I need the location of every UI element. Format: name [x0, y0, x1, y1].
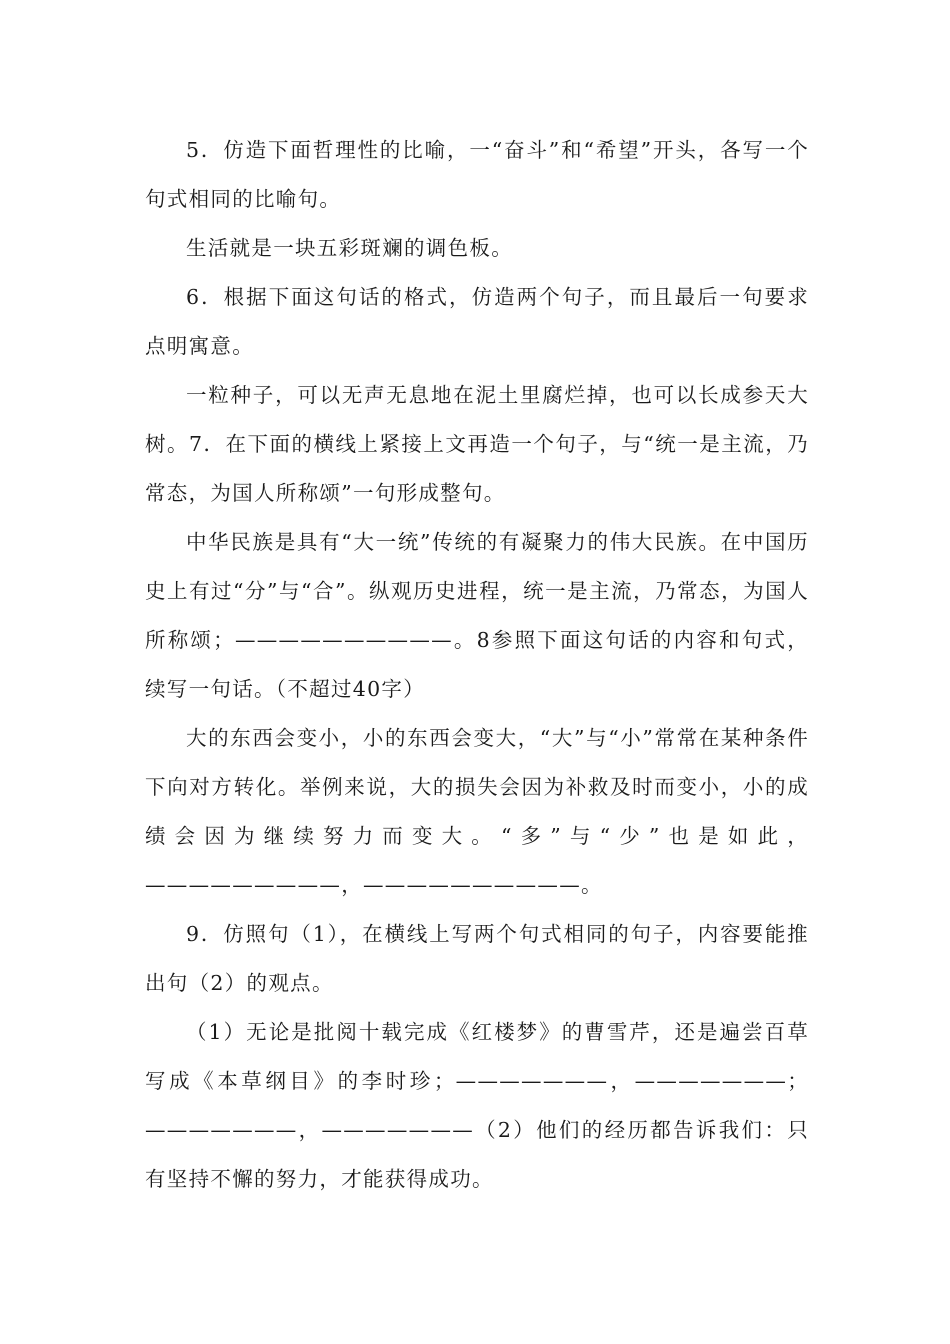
- question-6-example-and-question-7-prompt: 一粒种子，可以无声无息地在泥土里腐烂掉，也可以长成参天大树。7．在下面的横线上紧接上文再造一个句子，与“统一是主流，乃常态，为国人所称颂”一句形成整句。: [145, 383, 809, 505]
- question-8-passage: 大的东西会变小，小的东西会变大，“大”与“小”常常在某种条件下向对方转化。举例来说，大的损失会因为补救及时而变小，小的成绩会因为继续努力而变大。“多”与“少”也是如此，—————————，——————————。: [145, 726, 809, 897]
- question-7-passage-and-question-8-prompt: 中华民族是具有“大一统”传统的有凝聚力的伟大民族。在中国历史上有过“分”与“合”。纵观历史进程，统一是主流，乃常态，为国人所称颂；——————————。8参照下面这句话的内容和句式，续写一句话。（不超过40字）: [145, 530, 809, 701]
- question-9-prompt: 9．仿照句（1），在横线上写两个句式相同的句子，内容要能推出句（2）的观点。: [145, 922, 809, 995]
- question-5-prompt: 5．仿造下面哲理性的比喻，一“奋斗”和“希望”开头，各写一个句式相同的比喻句。: [145, 138, 809, 211]
- question-6-prompt: 6．根据下面这句话的格式，仿造两个句子，而且最后一句要求点明寓意。: [145, 285, 809, 358]
- question-9-passage: （1）无论是批阅十载完成《红楼梦》的曹雪芹，还是遍尝百草写成《本草纲目》的李时珍；———————，———————；———————，———————（2）他们的经历都告诉我们：只有坚持不懈的努力，才能获得成功。: [145, 1020, 809, 1191]
- document-body: [145, 126, 809, 1204]
- question-5-example: 生活就是一块五彩斑斓的调色板。: [186, 236, 513, 260]
